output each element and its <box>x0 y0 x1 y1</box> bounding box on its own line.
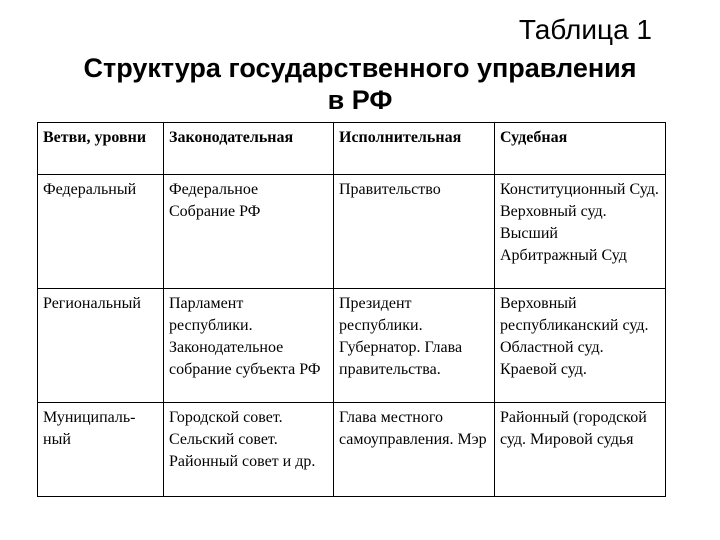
table-cell: Районный (городской суд. Мировой судья <box>495 403 666 497</box>
header-cell: Судебная <box>495 123 666 175</box>
table-cell: Глава местного самоуправления. Мэр <box>334 403 495 497</box>
structure-table <box>37 122 666 497</box>
table-cell: Муниципаль-ный <box>38 403 164 497</box>
table-cell: Правительство <box>334 175 495 289</box>
table-cell: Региональный <box>38 289 164 403</box>
title-line-1: Структура государственного управления <box>83 53 637 83</box>
title-line-2: в РФ <box>327 85 393 115</box>
table-row <box>38 403 666 497</box>
header-cell: Законодательная <box>164 123 334 175</box>
table-cell: Конституционный Суд. Верховный суд. Высший Арбитражный Суд <box>495 175 666 289</box>
header-cell: Исполнительная <box>334 123 495 175</box>
table-cell: Верховный республиканский суд. Областной суд. Краевой суд. <box>495 289 666 403</box>
table-number: Таблица 1 <box>518 14 652 45</box>
table-cell: Городской совет. Сельский совет. Районный совет и др. <box>164 403 334 497</box>
table-cell: Федеральное Собрание РФ <box>164 175 334 289</box>
table-header-row <box>38 123 666 175</box>
page-title <box>0 52 720 116</box>
table-row <box>38 175 666 289</box>
table-cell: Парламент республики. Законодательное собрание субъекта РФ <box>164 289 334 403</box>
header-cell: Ветви, уровни <box>38 123 164 175</box>
table-row <box>38 289 666 403</box>
table-cell: Федеральный <box>38 175 164 289</box>
table-cell: Президент республики. Губернатор. Глава правительства. <box>334 289 495 403</box>
